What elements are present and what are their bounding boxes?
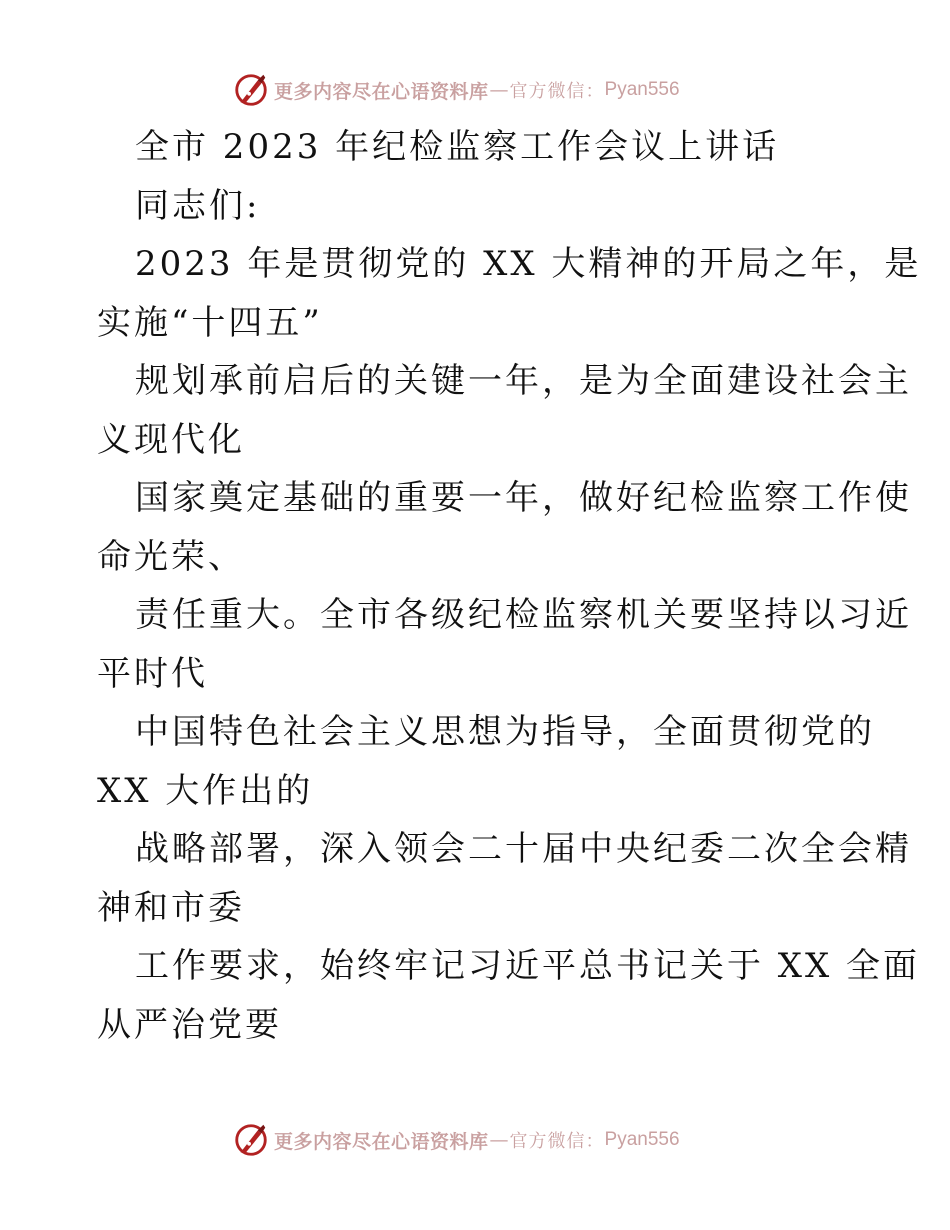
text-line: 2023 年是贯彻党的 XX 大精神的开局之年，是 xyxy=(135,244,922,284)
watermark-banner-top xyxy=(232,70,752,110)
salutation: 同志们: xyxy=(135,185,261,226)
quill-pen-logo-icon xyxy=(232,1121,270,1159)
text-line: 规划承前启后的关键一年，是为全面建设社会主 xyxy=(135,361,912,401)
watermark-main-text: 更多内容尽在心语资料库 xyxy=(274,1130,489,1153)
watermark-banner-bottom xyxy=(232,1120,752,1160)
text-line: 责任重大。全市各级纪检监察机关要坚持以习近 xyxy=(135,595,912,635)
quill-pen-logo-icon xyxy=(232,71,270,109)
text-line: 神和市委 xyxy=(97,887,245,928)
watermark-main-text: 更多内容尽在心语资料库 xyxy=(274,80,489,103)
watermark-id: Pyan556 xyxy=(604,79,680,100)
text-line: 平时代 xyxy=(97,653,208,694)
text-line: 从严治党要 xyxy=(97,1004,282,1045)
text-line: 国家奠定基础的重要一年，做好纪检监察工作使 xyxy=(135,478,912,518)
text-line: 命光荣、 xyxy=(97,536,245,577)
watermark-id: Pyan556 xyxy=(604,1129,680,1150)
text-line: XX 大作出的 xyxy=(97,770,314,811)
watermark-label: 官方微信： xyxy=(509,81,605,102)
document-title: 全市 2023 年纪检监察工作会议上讲话 xyxy=(135,127,780,167)
document-body xyxy=(97,118,922,1054)
text-line: 战略部署，深入领会二十届中央纪委二次全会精 xyxy=(135,829,912,869)
text-line: 义现代化 xyxy=(97,419,245,460)
watermark-label: 官方微信： xyxy=(509,1131,605,1152)
text-line: 实施“十四五” xyxy=(97,302,323,343)
watermark-dash: — xyxy=(489,1129,509,1151)
text-line: 中国特色社会主义思想为指导，全面贯彻党的 xyxy=(135,712,875,752)
text-line: 工作要求，始终牢记习近平总书记关于 XX 全面 xyxy=(135,946,921,986)
watermark-dash: — xyxy=(489,79,509,101)
